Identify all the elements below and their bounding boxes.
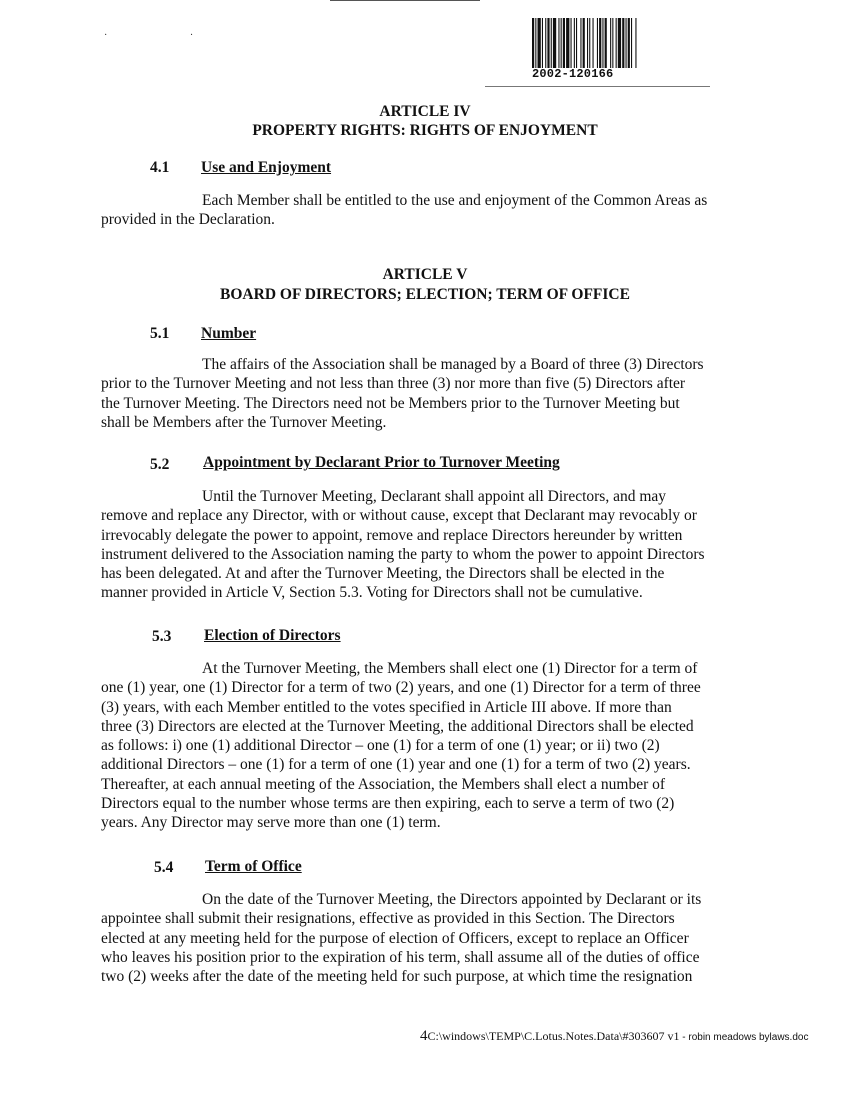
- barcode-bar: [545, 18, 546, 68]
- section-5-2-number: 5.2: [150, 456, 170, 473]
- section-4-1-body: [101, 191, 749, 230]
- body-line: one (1) year, one (1) Director for a term of two (2) years, and one (1) Director for a term of three: [101, 679, 701, 697]
- barcode-bar: [580, 18, 581, 68]
- body-line: shall be Members after the Turnover Meeting.: [101, 413, 387, 431]
- body-line: years. Any Director may serve more than one (1) term.: [101, 814, 441, 832]
- body-line: irrevocably delegate the power to appoint, remove and replace Directors hereunder by written: [101, 526, 683, 544]
- section-5-1-body: [101, 355, 749, 432]
- body-line: prior to the Turnover Meeting and not less than three (3) nor more than five (5) Directors after: [101, 375, 686, 393]
- page-number: 4: [420, 1028, 428, 1044]
- body-line: manner provided in Article V, Section 5.3. Voting for Directors shall not be cumulative.: [101, 584, 643, 602]
- barcode-underline: [485, 86, 710, 87]
- file-path: C:\windows\TEMP\C.Lotus.Notes.Data\#303607 v1: [427, 1029, 680, 1043]
- barcode-bar: [583, 18, 585, 68]
- barcode-bar: [616, 18, 617, 68]
- barcode-bar: [593, 18, 594, 68]
- barcode-number: 2002-120166: [532, 67, 614, 81]
- body-line: additional Directors – one (1) for a term of one (1) year and one (1) for a term of two (2) years.: [101, 756, 691, 774]
- barcode-bar: [612, 18, 613, 68]
- body-line: who leaves his position prior to the expiration of his term, shall assume all of the duties of office: [101, 948, 700, 966]
- barcode-bar: [542, 18, 543, 68]
- body-line: has been delegated. At and after the Turnover Meeting, the Directors shall be elected in the: [101, 565, 665, 583]
- footer-document-path: [420, 1028, 808, 1045]
- body-line: instrument delivered to the Association naming the party to whom the power to appoint Directors: [101, 545, 705, 563]
- section-5-3-number: 5.3: [152, 628, 172, 645]
- section-4-1-number: 4.1: [150, 159, 170, 176]
- barcode-bar: [547, 18, 549, 68]
- body-line: At the Turnover Meeting, the Members shall elect one (1) Director for a term of: [202, 660, 698, 677]
- body-line: provided in the Declaration.: [101, 211, 275, 229]
- article-4-heading: ARTICLE IV: [379, 103, 471, 120]
- body-line: Each Member shall be entitled to the use and enjoyment of the Common Areas as: [202, 192, 708, 209]
- scan-specks: · ·: [104, 30, 234, 41]
- barcode-bar: [576, 18, 577, 68]
- barcode-bar: [626, 18, 627, 68]
- barcode-bar: [551, 18, 552, 68]
- barcode-bar: [535, 18, 536, 68]
- section-5-3-body: [101, 659, 749, 833]
- body-line: Thereafter, at each annual meeting of the Association, the Members shall elect a number of: [101, 775, 666, 793]
- section-5-1-number: 5.1: [150, 325, 170, 342]
- barcode-bar: [605, 18, 607, 68]
- body-line: Directors equal to the number whose terms are then expiring, each to serve a term of two (2): [101, 795, 675, 813]
- barcode-bar: [597, 18, 598, 68]
- section-5-4-title: Term of Office: [205, 858, 302, 875]
- barcode-bar: [561, 18, 562, 68]
- document-name: - robin meadows bylaws.doc: [679, 1032, 809, 1043]
- barcode-bar: [574, 18, 575, 68]
- barcode-bar: [571, 18, 572, 68]
- article-5-heading: ARTICLE V: [382, 266, 468, 283]
- article-5-subheading: BOARD OF DIRECTORS; ELECTION; TERM OF OFFICE: [220, 286, 630, 303]
- barcode-bar: [599, 18, 601, 68]
- body-line: as follows: i) one (1) additional Director – one (1) for a term of one (1) year; or ii) two (2): [101, 737, 660, 755]
- article-4-subheading: PROPERTY RIGHTS: RIGHTS OF ENJOYMENT: [252, 122, 598, 139]
- barcode-bar: [558, 18, 559, 68]
- body-line: three (3) Directors are elected at the Turnover Meeting, the additional Directors shall be elected: [101, 717, 694, 735]
- barcode-image: [532, 18, 680, 68]
- barcode-bar: [589, 18, 590, 68]
- section-5-2-body: [101, 487, 749, 603]
- barcode-bar: [563, 18, 565, 68]
- barcode-bar: [532, 18, 534, 68]
- section-5-2-title: Appointment by Declarant Prior to Turnover Meeting: [203, 454, 560, 471]
- barcode-bar: [628, 18, 630, 68]
- barcode-bar: [635, 18, 636, 68]
- body-line: elected at any meeting held for the purpose of election of Officers, except to replace an Officer: [101, 929, 689, 947]
- barcode-bar: [610, 18, 611, 68]
- barcode-bar: [618, 18, 621, 68]
- barcode-bar: [631, 18, 632, 68]
- body-line: two (2) weeks after the date of the meeting held for such purpose, at which time the resignation: [101, 968, 693, 986]
- section-5-4-body: [101, 890, 749, 986]
- scan-artifact-line: [330, 0, 480, 1]
- barcode-bar: [587, 18, 588, 68]
- body-line: the Turnover Meeting. The Directors need not be Members prior to the Turnover Meeting but: [101, 394, 680, 412]
- body-line: remove and replace any Director, with or without cause, except that Declarant may revocably or: [101, 507, 697, 525]
- body-line: appointee shall submit their resignations, effective as provided in this Section. The Directors: [101, 910, 675, 928]
- barcode-bar: [553, 18, 556, 68]
- barcode-bar: [602, 18, 603, 68]
- body-line: Until the Turnover Meeting, Declarant shall appoint all Directors, and may: [202, 488, 667, 505]
- barcode-bar: [622, 18, 624, 68]
- body-line: On the date of the Turnover Meeting, the Directors appointed by Declarant or its: [202, 891, 702, 908]
- section-5-4-number: 5.4: [154, 859, 174, 876]
- section-4-1-title: Use and Enjoyment: [201, 159, 332, 176]
- body-line: (3) years, with each Member entitled to the votes specified in Article III above. If more than: [101, 698, 672, 716]
- barcode-bar: [566, 18, 569, 68]
- barcode-bar: [538, 18, 541, 68]
- section-5-3-title: Election of Directors: [204, 627, 341, 644]
- section-5-1-title: Number: [201, 325, 257, 342]
- body-line: The affairs of the Association shall be managed by a Board of three (3) Directors: [202, 356, 704, 373]
